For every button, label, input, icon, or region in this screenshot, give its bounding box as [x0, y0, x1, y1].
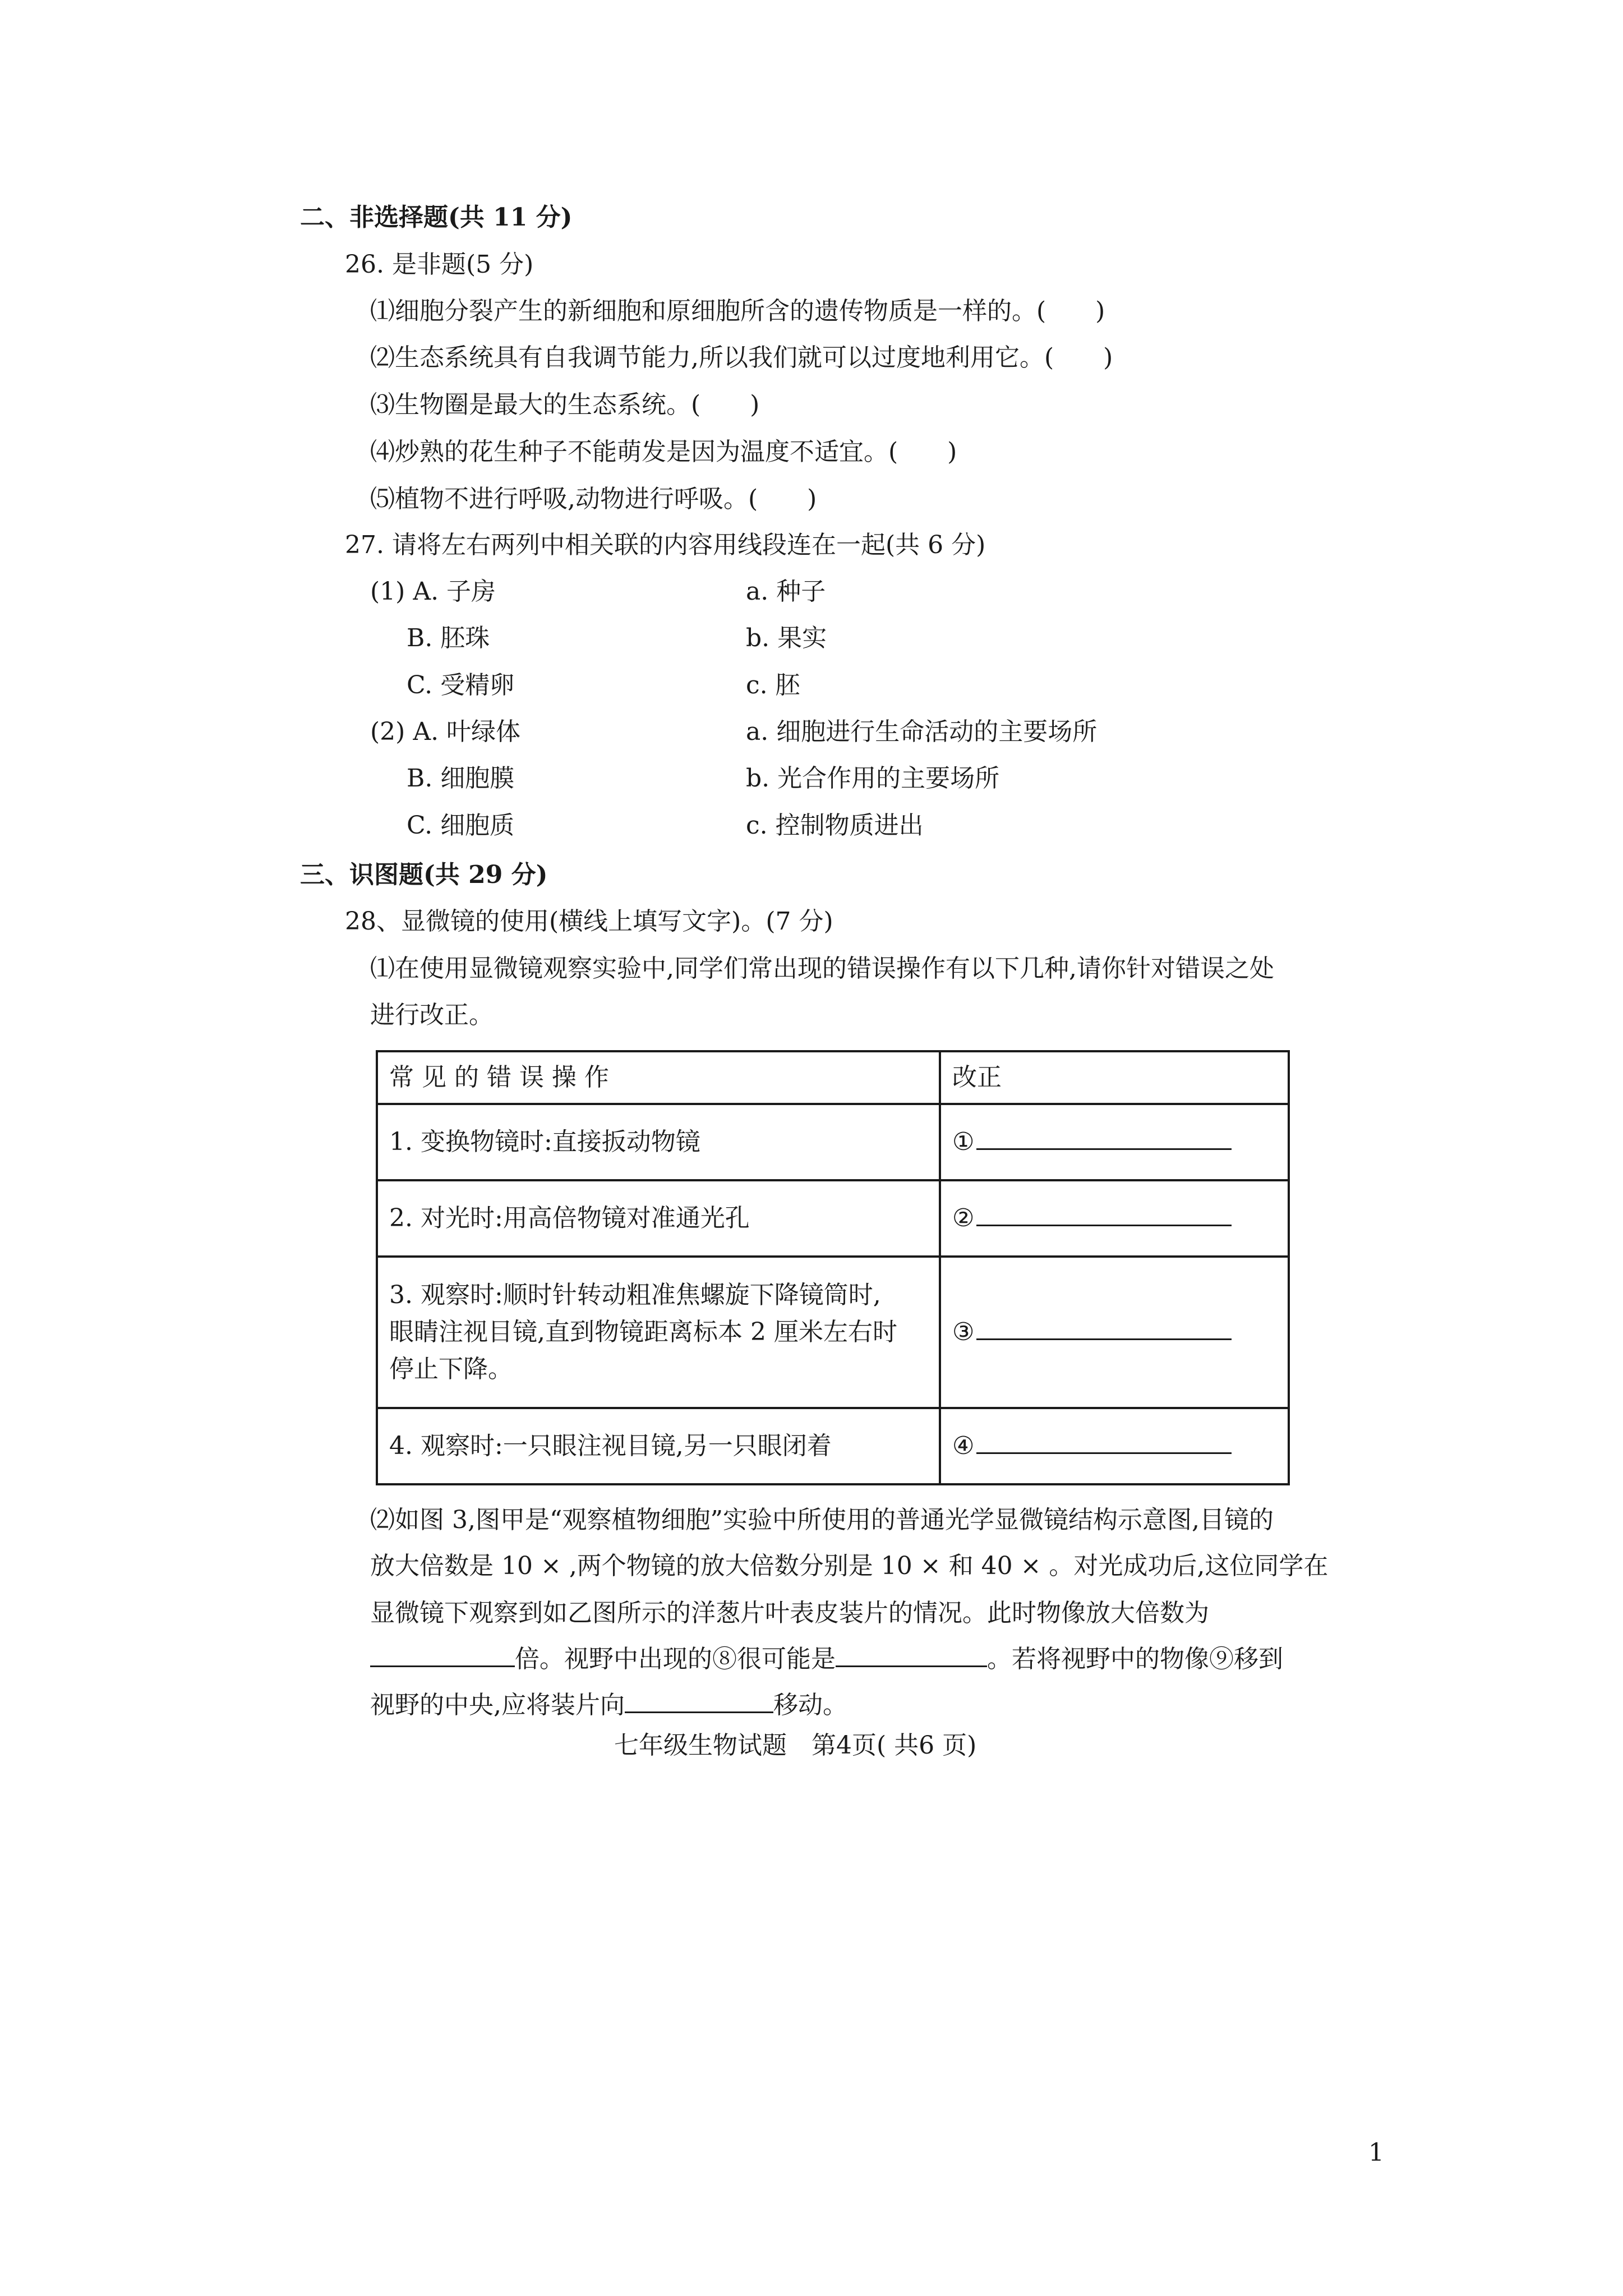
q27-right-item: b. 光合作用的主要场所	[746, 764, 1000, 793]
q26-item-2: ⑵生态系统具有自我调节能力,所以我们就可以过度地利用它。( )	[370, 343, 1113, 372]
q26-item-5: ⑸植物不进行呼吸,动物进行呼吸。( )	[370, 485, 817, 513]
error-text: 3. 观察时:顺时针转动粗准焦螺旋下降镜筒时,	[389, 1281, 881, 1309]
q26-item-3: ⑶生物圈是最大的生态系统。( )	[370, 390, 760, 419]
answer-blank[interactable]	[976, 1316, 1232, 1340]
q27-right-item: a. 种子	[746, 577, 826, 606]
q26-item-4: ⑷炒熟的花生种子不能萌发是因为温度不适宜。( )	[370, 438, 957, 466]
page-footer: 七年级生物试题 第4页( 共6 页)	[614, 1731, 977, 1760]
q28-part2-line-2: 放大倍数是 10 × ,两个物镜的放大倍数分别是 10 × 和 40 × 。对光成功后,这位同学在	[370, 1552, 1329, 1580]
section-2-title: 二、非选择题(共 11 分)	[300, 203, 573, 232]
q27-left-item: (2) A. 叶绿体	[370, 717, 521, 746]
correction-cell	[940, 1180, 1289, 1257]
error-text: 眼睛注视目镜,直到物镜距离标本 2 厘米左右时	[389, 1318, 897, 1346]
answer-blank[interactable]	[976, 1126, 1232, 1150]
table-row	[377, 1104, 1289, 1180]
section-3-title: 三、识图题(共 29 分)	[300, 861, 548, 889]
q27-left-item: C. 受精卵	[407, 671, 515, 700]
q28-part2-line-3: 显微镜下观察到如乙图所示的洋葱片叶表皮装片的情况。此时物像放大倍数为	[370, 1599, 1209, 1627]
error-text: 2. 对光时:用高倍物镜对准通光孔	[389, 1204, 750, 1232]
q27-right-item: a. 细胞进行生命活动的主要场所	[746, 717, 1098, 746]
direction-blank[interactable]	[625, 1689, 773, 1713]
q27-right-item: c. 胚	[746, 671, 800, 700]
table-header-correction: 改正	[940, 1051, 1289, 1104]
error-text: 停止下降。	[389, 1355, 513, 1383]
error-cell	[377, 1257, 940, 1408]
q27-left-item: B. 胚珠	[407, 624, 490, 652]
q27-right-item: c. 控制物质进出	[746, 811, 924, 840]
q27-row	[370, 715, 1155, 749]
answer-blank[interactable]	[976, 1202, 1232, 1226]
table-row	[377, 1257, 1289, 1408]
correction-cell	[940, 1408, 1289, 1484]
q28-title: 28、显微镜的使用(横线上填写文字)。(7 分)	[345, 907, 833, 936]
line-4-text-a: 倍。视野中出现的⑧很可能是	[515, 1645, 836, 1673]
q27-left-item: B. 细胞膜	[407, 764, 515, 793]
answer-blank[interactable]	[976, 1430, 1232, 1454]
q27-left-item: C. 细胞质	[407, 811, 515, 840]
q28-part2-line-4	[370, 1642, 1283, 1676]
correction-cell	[940, 1104, 1289, 1180]
line-4-text-b: 。若将视野中的物像⑨移到	[987, 1645, 1283, 1673]
table-row	[377, 1180, 1289, 1257]
q27-right-item: b. 果实	[746, 624, 827, 652]
table-row	[377, 1408, 1289, 1484]
answer-mark: ④	[952, 1432, 975, 1460]
answer-mark: ③	[952, 1318, 975, 1346]
q27-row	[370, 669, 1155, 702]
q28-part1-line-1: ⑴在使用显微镜观察实验中,同学们常出现的错误操作有以下几种,请你针对错误之处	[370, 954, 1274, 983]
error-text: 1. 变换物镜时:直接扳动物镜	[389, 1128, 700, 1156]
error-cell	[377, 1408, 940, 1484]
q26-title: 26. 是非题(5 分)	[345, 250, 534, 279]
table-header-errors: 常 见 的 错 误 操 作	[377, 1051, 940, 1104]
q27-row	[370, 622, 1155, 655]
q28-part2-line-5	[370, 1688, 847, 1722]
error-text: 4. 观察时:一只眼注视目镜,另一只眼闭着	[389, 1432, 832, 1460]
q28-part1-line-2: 进行改正。	[370, 1001, 494, 1029]
q28-part2-line-1: ⑵如图 3,图甲是“观察植物细胞”实验中所使用的普通光学显微镜结构示意图,目镜的	[370, 1506, 1274, 1534]
error-cell	[377, 1104, 940, 1180]
line-5-text-b: 移动。	[773, 1691, 847, 1719]
page-number: 1	[1368, 2138, 1384, 2167]
line-5-text-a: 视野的中央,应将装片向	[370, 1691, 625, 1719]
magnification-blank[interactable]	[370, 1643, 515, 1667]
q27-left-item: (1) A. 子房	[370, 577, 496, 606]
q27-row	[370, 809, 1155, 843]
answer-mark: ①	[952, 1128, 975, 1156]
q26-item-1: ⑴细胞分裂产生的新细胞和原细胞所含的遗传物质是一样的。( )	[370, 297, 1105, 325]
q27-row	[370, 575, 1155, 609]
q27-title: 27. 请将左右两列中相关联的内容用线段连在一起(共 6 分)	[345, 531, 986, 559]
error-correction-table	[376, 1050, 1290, 1485]
q27-row	[370, 762, 1155, 795]
structure-8-blank[interactable]	[836, 1643, 987, 1667]
answer-mark: ②	[952, 1204, 975, 1232]
correction-cell	[940, 1257, 1289, 1408]
error-cell	[377, 1180, 940, 1257]
table-header-row	[377, 1051, 1289, 1104]
